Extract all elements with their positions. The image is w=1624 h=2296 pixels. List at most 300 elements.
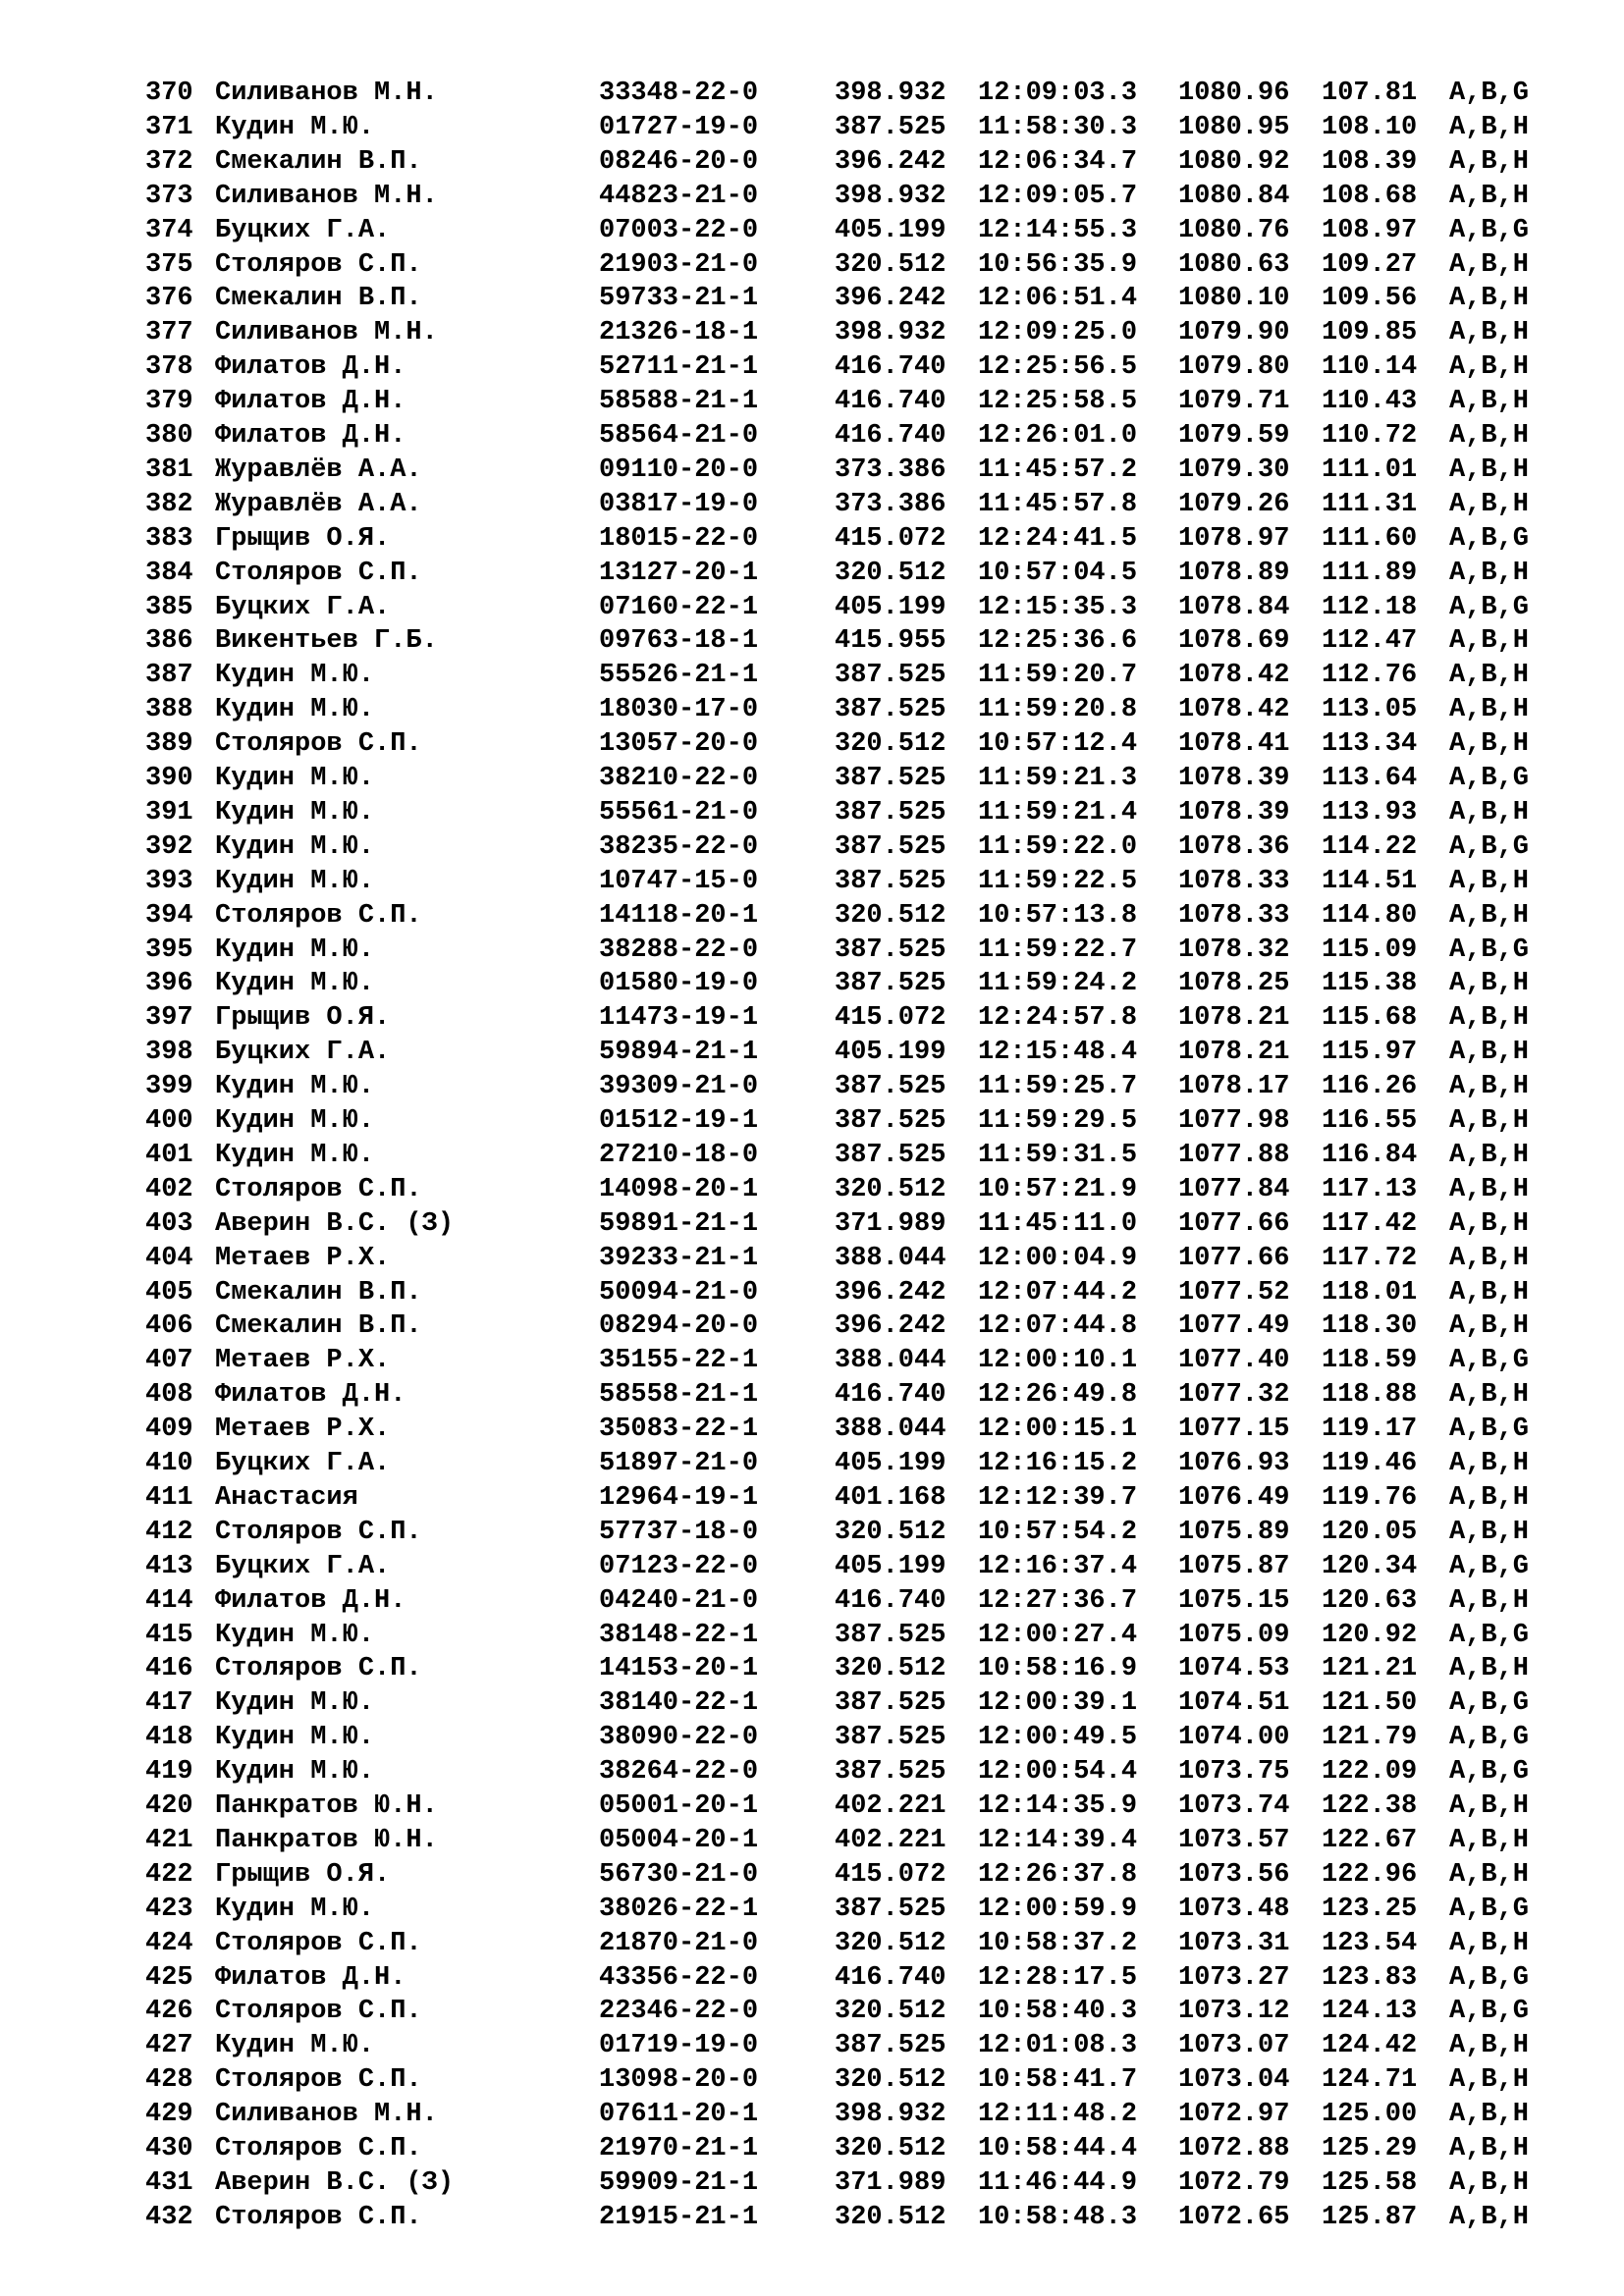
arrival-time: 10:58:37.2 (978, 1928, 1138, 1958)
points: 118.30 (1322, 1311, 1418, 1342)
ring-code: 27210-18-0 (599, 1140, 759, 1170)
speed: 1078.33 (1178, 866, 1290, 896)
distance: 387.525 (835, 797, 947, 828)
participant-name: Столяров С.П. (215, 249, 422, 280)
category-tags: A,B,G (1449, 1551, 1530, 1581)
speed: 1077.32 (1178, 1380, 1290, 1411)
arrival-time: 10:58:40.3 (978, 1997, 1138, 2027)
arrival-time: 11:58:30.3 (978, 112, 1138, 142)
category-tags: A,B,H (1449, 1928, 1530, 1958)
distance: 396.242 (835, 284, 947, 314)
distance: 416.740 (835, 1380, 947, 1411)
participant-name: Кудин М.Ю. (215, 831, 375, 862)
points: 113.05 (1322, 695, 1418, 725)
row-number: 417 (145, 1688, 193, 1719)
ring-code: 18030-17-0 (599, 695, 759, 725)
speed: 1080.92 (1178, 146, 1290, 177)
participant-name: Буцких Г.А. (215, 592, 391, 622)
speed: 1078.89 (1178, 558, 1290, 588)
arrival-time: 12:00:49.5 (978, 1723, 1138, 1753)
row-number: 425 (145, 1962, 193, 1993)
participant-name: Аверин В.С. (З) (215, 2167, 455, 2198)
speed: 1080.63 (1178, 249, 1290, 280)
points: 108.97 (1322, 215, 1418, 245)
category-tags: A,B,H (1449, 1859, 1530, 1890)
points: 118.01 (1322, 1277, 1418, 1308)
arrival-time: 11:59:20.7 (978, 661, 1138, 691)
row-number: 406 (145, 1311, 193, 1342)
speed: 1073.74 (1178, 1791, 1290, 1821)
arrival-time: 11:59:24.2 (978, 969, 1138, 999)
points: 120.05 (1322, 1517, 1418, 1547)
ring-code: 50094-21-0 (599, 1277, 759, 1308)
distance: 387.525 (835, 1106, 947, 1136)
speed: 1079.90 (1178, 318, 1290, 348)
arrival-time: 12:27:36.7 (978, 1585, 1138, 1616)
arrival-time: 12:28:17.5 (978, 1962, 1138, 1993)
category-tags: A,B,H (1449, 1585, 1530, 1616)
participant-name: Столяров С.П. (215, 1928, 422, 1958)
arrival-time: 12:00:15.1 (978, 1415, 1138, 1445)
points: 112.47 (1322, 626, 1418, 657)
row-number: 396 (145, 969, 193, 999)
arrival-time: 12:15:35.3 (978, 592, 1138, 622)
speed: 1078.25 (1178, 969, 1290, 999)
participant-name: Грыщив О.Я. (215, 1859, 391, 1890)
ring-code: 43356-22-0 (599, 1962, 759, 1993)
points: 108.10 (1322, 112, 1418, 142)
participant-name: Буцких Г.А. (215, 1551, 391, 1581)
points: 125.87 (1322, 2202, 1418, 2232)
points: 124.42 (1322, 2031, 1418, 2061)
speed: 1075.09 (1178, 1620, 1290, 1650)
speed: 1077.40 (1178, 1346, 1290, 1376)
speed: 1077.52 (1178, 1277, 1290, 1308)
ring-code: 59891-21-1 (599, 1208, 759, 1239)
ring-code: 14098-20-1 (599, 1174, 759, 1204)
distance: 388.044 (835, 1346, 947, 1376)
arrival-time: 11:59:22.0 (978, 831, 1138, 862)
points: 117.42 (1322, 1208, 1418, 1239)
participant-name: Буцких Г.А. (215, 215, 391, 245)
speed: 1078.21 (1178, 1003, 1290, 1034)
participant-name: Анастасия (215, 1482, 358, 1513)
distance: 416.740 (835, 421, 947, 451)
distance: 387.525 (835, 764, 947, 793)
points: 119.76 (1322, 1482, 1418, 1513)
row-number: 394 (145, 900, 193, 931)
row-number: 371 (145, 112, 193, 142)
ring-code: 01727-19-0 (599, 112, 759, 142)
participant-name: Столяров С.П. (215, 900, 422, 931)
category-tags: A,B,H (1449, 2100, 1530, 2130)
ring-code: 58558-21-1 (599, 1380, 759, 1411)
distance: 415.955 (835, 626, 947, 657)
category-tags: A,B,G (1449, 831, 1530, 862)
ring-code: 22346-22-0 (599, 1997, 759, 2027)
points: 123.25 (1322, 1894, 1418, 1924)
arrival-time: 10:58:16.9 (978, 1654, 1138, 1684)
row-number: 403 (145, 1208, 193, 1239)
category-tags: A,B,H (1449, 1038, 1530, 1068)
row-number: 401 (145, 1140, 193, 1170)
arrival-time: 11:59:21.3 (978, 764, 1138, 793)
row-number: 419 (145, 1757, 193, 1788)
distance: 405.199 (835, 1551, 947, 1581)
ring-code: 52711-21-1 (599, 352, 759, 383)
category-tags: A,B,H (1449, 866, 1530, 896)
distance: 387.525 (835, 1620, 947, 1650)
speed: 1073.57 (1178, 1825, 1290, 1855)
distance: 320.512 (835, 2065, 947, 2096)
arrival-time: 12:24:41.5 (978, 523, 1138, 554)
category-tags: A,B,G (1449, 1620, 1530, 1650)
distance: 387.525 (835, 1072, 947, 1102)
category-tags: A,B,H (1449, 454, 1530, 485)
speed: 1075.15 (1178, 1585, 1290, 1616)
distance: 415.072 (835, 1859, 947, 1890)
distance: 416.740 (835, 1585, 947, 1616)
distance: 415.072 (835, 523, 947, 554)
ring-code: 44823-21-0 (599, 181, 759, 211)
ring-code: 09763-18-1 (599, 626, 759, 657)
distance: 387.525 (835, 1723, 947, 1753)
row-number: 382 (145, 489, 193, 519)
row-number: 428 (145, 2065, 193, 2096)
speed: 1074.53 (1178, 1654, 1290, 1684)
speed: 1073.07 (1178, 2031, 1290, 2061)
row-number: 399 (145, 1072, 193, 1102)
distance: 387.525 (835, 1894, 947, 1924)
points: 115.97 (1322, 1038, 1418, 1068)
participant-name: Филатов Д.Н. (215, 1962, 406, 1993)
ring-code: 11473-19-1 (599, 1003, 759, 1034)
ring-code: 59909-21-1 (599, 2167, 759, 2198)
arrival-time: 12:14:55.3 (978, 215, 1138, 245)
category-tags: A,B,H (1449, 1380, 1530, 1411)
distance: 320.512 (835, 1928, 947, 1958)
ring-code: 01512-19-1 (599, 1106, 759, 1136)
participant-name: Столяров С.П. (215, 2065, 422, 2096)
category-tags: A,B,G (1449, 79, 1530, 108)
row-number: 376 (145, 284, 193, 314)
distance: 371.989 (835, 1208, 947, 1239)
distance: 401.168 (835, 1482, 947, 1513)
row-number: 381 (145, 454, 193, 485)
points: 115.68 (1322, 1003, 1418, 1034)
category-tags: A,B,H (1449, 2202, 1530, 2232)
row-number: 375 (145, 249, 193, 280)
points: 120.92 (1322, 1620, 1418, 1650)
speed: 1072.65 (1178, 2202, 1290, 2232)
category-tags: A,B,H (1449, 1208, 1530, 1239)
category-tags: A,B,H (1449, 1277, 1530, 1308)
speed: 1080.95 (1178, 112, 1290, 142)
points: 110.14 (1322, 352, 1418, 383)
distance: 371.989 (835, 2167, 947, 2198)
participant-name: Метаев Р.Х. (215, 1346, 391, 1376)
participant-name: Аверин В.С. (З) (215, 1208, 455, 1239)
ring-code: 12964-19-1 (599, 1482, 759, 1513)
arrival-time: 10:56:35.9 (978, 249, 1138, 280)
points: 121.50 (1322, 1688, 1418, 1719)
speed: 1077.66 (1178, 1243, 1290, 1273)
participant-name: Журавлёв А.А. (215, 489, 422, 519)
speed: 1080.10 (1178, 284, 1290, 314)
points: 123.54 (1322, 1928, 1418, 1958)
row-number: 427 (145, 2031, 193, 2061)
arrival-time: 11:59:21.4 (978, 797, 1138, 828)
participant-name: Журавлёв А.А. (215, 454, 422, 485)
category-tags: A,B,H (1449, 1517, 1530, 1547)
arrival-time: 12:26:01.0 (978, 421, 1138, 451)
row-number: 385 (145, 592, 193, 622)
participant-name: Силиванов М.Н. (215, 181, 438, 211)
participant-name: Кудин М.Ю. (215, 866, 375, 896)
row-number: 421 (145, 1825, 193, 1855)
speed: 1073.31 (1178, 1928, 1290, 1958)
row-number: 423 (145, 1894, 193, 1924)
distance: 396.242 (835, 146, 947, 177)
points: 124.71 (1322, 2065, 1418, 2096)
ring-code: 14153-20-1 (599, 1654, 759, 1684)
speed: 1077.98 (1178, 1106, 1290, 1136)
ring-code: 09110-20-0 (599, 454, 759, 485)
points: 109.27 (1322, 249, 1418, 280)
arrival-time: 12:14:35.9 (978, 1791, 1138, 1821)
distance: 387.525 (835, 831, 947, 862)
category-tags: A,B,H (1449, 421, 1530, 451)
row-number: 378 (145, 352, 193, 383)
arrival-time: 10:57:12.4 (978, 729, 1138, 760)
participant-name: Силиванов М.Н. (215, 318, 438, 348)
points: 111.89 (1322, 558, 1418, 588)
points: 109.85 (1322, 318, 1418, 348)
arrival-time: 12:12:39.7 (978, 1482, 1138, 1513)
speed: 1078.17 (1178, 1072, 1290, 1102)
category-tags: A,B,H (1449, 352, 1530, 383)
distance: 387.525 (835, 934, 947, 965)
category-tags: A,B,H (1449, 1654, 1530, 1684)
speed: 1073.27 (1178, 1962, 1290, 1993)
category-tags: A,B,G (1449, 1688, 1530, 1719)
participant-name: Кудин М.Ю. (215, 695, 375, 725)
ring-code: 01580-19-0 (599, 969, 759, 999)
ring-code: 05004-20-1 (599, 1825, 759, 1855)
ring-code: 21870-21-0 (599, 1928, 759, 1958)
row-number: 408 (145, 1380, 193, 1411)
distance: 320.512 (835, 1997, 947, 2027)
ring-code: 38090-22-0 (599, 1723, 759, 1753)
participant-name: Кудин М.Ю. (215, 1894, 375, 1924)
arrival-time: 10:58:48.3 (978, 2202, 1138, 2232)
distance: 416.740 (835, 387, 947, 417)
ring-code: 21915-21-1 (599, 2202, 759, 2232)
distance: 320.512 (835, 249, 947, 280)
points: 114.80 (1322, 900, 1418, 931)
category-tags: A,B,H (1449, 1072, 1530, 1102)
ring-code: 03817-19-0 (599, 489, 759, 519)
ring-code: 57737-18-0 (599, 1517, 759, 1547)
participant-name: Кудин М.Ю. (215, 934, 375, 965)
participant-name: Метаев Р.Х. (215, 1415, 391, 1445)
ring-code: 38148-22-1 (599, 1620, 759, 1650)
speed: 1073.56 (1178, 1859, 1290, 1890)
ring-code: 13098-20-0 (599, 2065, 759, 2096)
distance: 387.525 (835, 695, 947, 725)
arrival-time: 12:09:25.0 (978, 318, 1138, 348)
row-number: 380 (145, 421, 193, 451)
speed: 1078.33 (1178, 900, 1290, 931)
speed: 1075.89 (1178, 1517, 1290, 1547)
speed: 1078.97 (1178, 523, 1290, 554)
arrival-time: 12:00:10.1 (978, 1346, 1138, 1376)
participant-name: Кудин М.Ю. (215, 969, 375, 999)
row-number: 390 (145, 764, 193, 793)
participant-name: Смекалин В.П. (215, 1311, 422, 1342)
ring-code: 07003-22-0 (599, 215, 759, 245)
arrival-time: 12:26:37.8 (978, 1859, 1138, 1890)
arrival-time: 12:00:54.4 (978, 1757, 1138, 1788)
ring-code: 07160-22-1 (599, 592, 759, 622)
arrival-time: 10:58:44.4 (978, 2134, 1138, 2163)
points: 111.01 (1322, 454, 1418, 485)
distance: 416.740 (835, 1962, 947, 1993)
points: 117.72 (1322, 1243, 1418, 1273)
distance: 416.740 (835, 352, 947, 383)
arrival-time: 12:26:49.8 (978, 1380, 1138, 1411)
category-tags: A,B,G (1449, 1757, 1530, 1788)
category-tags: A,B,H (1449, 181, 1530, 211)
category-tags: A,B,H (1449, 1003, 1530, 1034)
category-tags: A,B,G (1449, 1723, 1530, 1753)
participant-name: Кудин М.Ю. (215, 764, 375, 793)
distance: 320.512 (835, 1654, 947, 1684)
distance: 320.512 (835, 1174, 947, 1204)
points: 108.68 (1322, 181, 1418, 211)
distance: 398.932 (835, 181, 947, 211)
speed: 1079.80 (1178, 352, 1290, 383)
points: 122.09 (1322, 1757, 1418, 1788)
distance: 387.525 (835, 866, 947, 896)
distance: 373.386 (835, 489, 947, 519)
arrival-time: 12:24:57.8 (978, 1003, 1138, 1034)
speed: 1079.30 (1178, 454, 1290, 485)
ring-code: 13057-20-0 (599, 729, 759, 760)
row-number: 405 (145, 1277, 193, 1308)
category-tags: A,B,H (1449, 2134, 1530, 2163)
points: 119.17 (1322, 1415, 1418, 1445)
speed: 1072.79 (1178, 2167, 1290, 2198)
ring-code: 10747-15-0 (599, 866, 759, 896)
points: 113.93 (1322, 797, 1418, 828)
row-number: 392 (145, 831, 193, 862)
distance: 388.044 (835, 1415, 947, 1445)
participant-name: Панкратов Ю.Н. (215, 1791, 438, 1821)
distance: 387.525 (835, 969, 947, 999)
arrival-time: 11:59:31.5 (978, 1140, 1138, 1170)
ring-code: 01719-19-0 (599, 2031, 759, 2061)
arrival-time: 12:00:59.9 (978, 1894, 1138, 1924)
participant-name: Столяров С.П. (215, 2134, 422, 2163)
arrival-time: 10:58:41.7 (978, 2065, 1138, 2096)
category-tags: A,B,H (1449, 489, 1530, 519)
points: 120.63 (1322, 1585, 1418, 1616)
points: 110.72 (1322, 421, 1418, 451)
points: 122.67 (1322, 1825, 1418, 1855)
participant-name: Кудин М.Ю. (215, 1620, 375, 1650)
participant-name: Грыщив О.Я. (215, 523, 391, 554)
points: 118.59 (1322, 1346, 1418, 1376)
arrival-time: 12:25:56.5 (978, 352, 1138, 383)
speed: 1072.97 (1178, 2100, 1290, 2130)
ring-code: 38235-22-0 (599, 831, 759, 862)
participant-name: Панкратов Ю.Н. (215, 1825, 438, 1855)
points: 115.09 (1322, 934, 1418, 965)
category-tags: A,B,H (1449, 1243, 1530, 1273)
category-tags: A,B,H (1449, 1791, 1530, 1821)
speed: 1078.39 (1178, 797, 1290, 828)
category-tags: A,B,H (1449, 2031, 1530, 2061)
category-tags: A,B,H (1449, 1106, 1530, 1136)
ring-code: 38210-22-0 (599, 764, 759, 793)
speed: 1077.66 (1178, 1208, 1290, 1239)
participant-name: Кудин М.Ю. (215, 1757, 375, 1788)
row-number: 404 (145, 1243, 193, 1273)
row-number: 409 (145, 1415, 193, 1445)
row-number: 370 (145, 79, 193, 108)
participant-name: Буцких Г.А. (215, 1449, 391, 1478)
speed: 1074.00 (1178, 1723, 1290, 1753)
row-number: 387 (145, 661, 193, 691)
row-number: 410 (145, 1449, 193, 1478)
ring-code: 07123-22-0 (599, 1551, 759, 1581)
ring-code: 33348-22-0 (599, 79, 759, 108)
row-number: 391 (145, 797, 193, 828)
row-number: 386 (145, 626, 193, 657)
ring-code: 18015-22-0 (599, 523, 759, 554)
participant-name: Буцких Г.А. (215, 1038, 391, 1068)
row-number: 429 (145, 2100, 193, 2130)
points: 125.58 (1322, 2167, 1418, 2198)
category-tags: A,B,H (1449, 1311, 1530, 1342)
participant-name: Кудин М.Ю. (215, 1140, 375, 1170)
distance: 320.512 (835, 2202, 947, 2232)
speed: 1078.84 (1178, 592, 1290, 622)
points: 124.13 (1322, 1997, 1418, 2027)
arrival-time: 10:57:21.9 (978, 1174, 1138, 1204)
category-tags: A,B,H (1449, 626, 1530, 657)
participant-name: Кудин М.Ю. (215, 797, 375, 828)
row-number: 377 (145, 318, 193, 348)
category-tags: A,B,H (1449, 1174, 1530, 1204)
participant-name: Кудин М.Ю. (215, 661, 375, 691)
category-tags: A,B,H (1449, 2065, 1530, 2096)
distance: 387.525 (835, 661, 947, 691)
ring-code: 59733-21-1 (599, 284, 759, 314)
arrival-time: 12:07:44.2 (978, 1277, 1138, 1308)
points: 122.96 (1322, 1859, 1418, 1890)
participant-name: Смекалин В.П. (215, 146, 422, 177)
row-number: 420 (145, 1791, 193, 1821)
speed: 1078.42 (1178, 661, 1290, 691)
arrival-time: 10:57:04.5 (978, 558, 1138, 588)
participant-name: Кудин М.Ю. (215, 1688, 375, 1719)
speed: 1076.49 (1178, 1482, 1290, 1513)
participant-name: Столяров С.П. (215, 1517, 422, 1547)
row-number: 388 (145, 695, 193, 725)
participant-name: Филатов Д.Н. (215, 1585, 406, 1616)
